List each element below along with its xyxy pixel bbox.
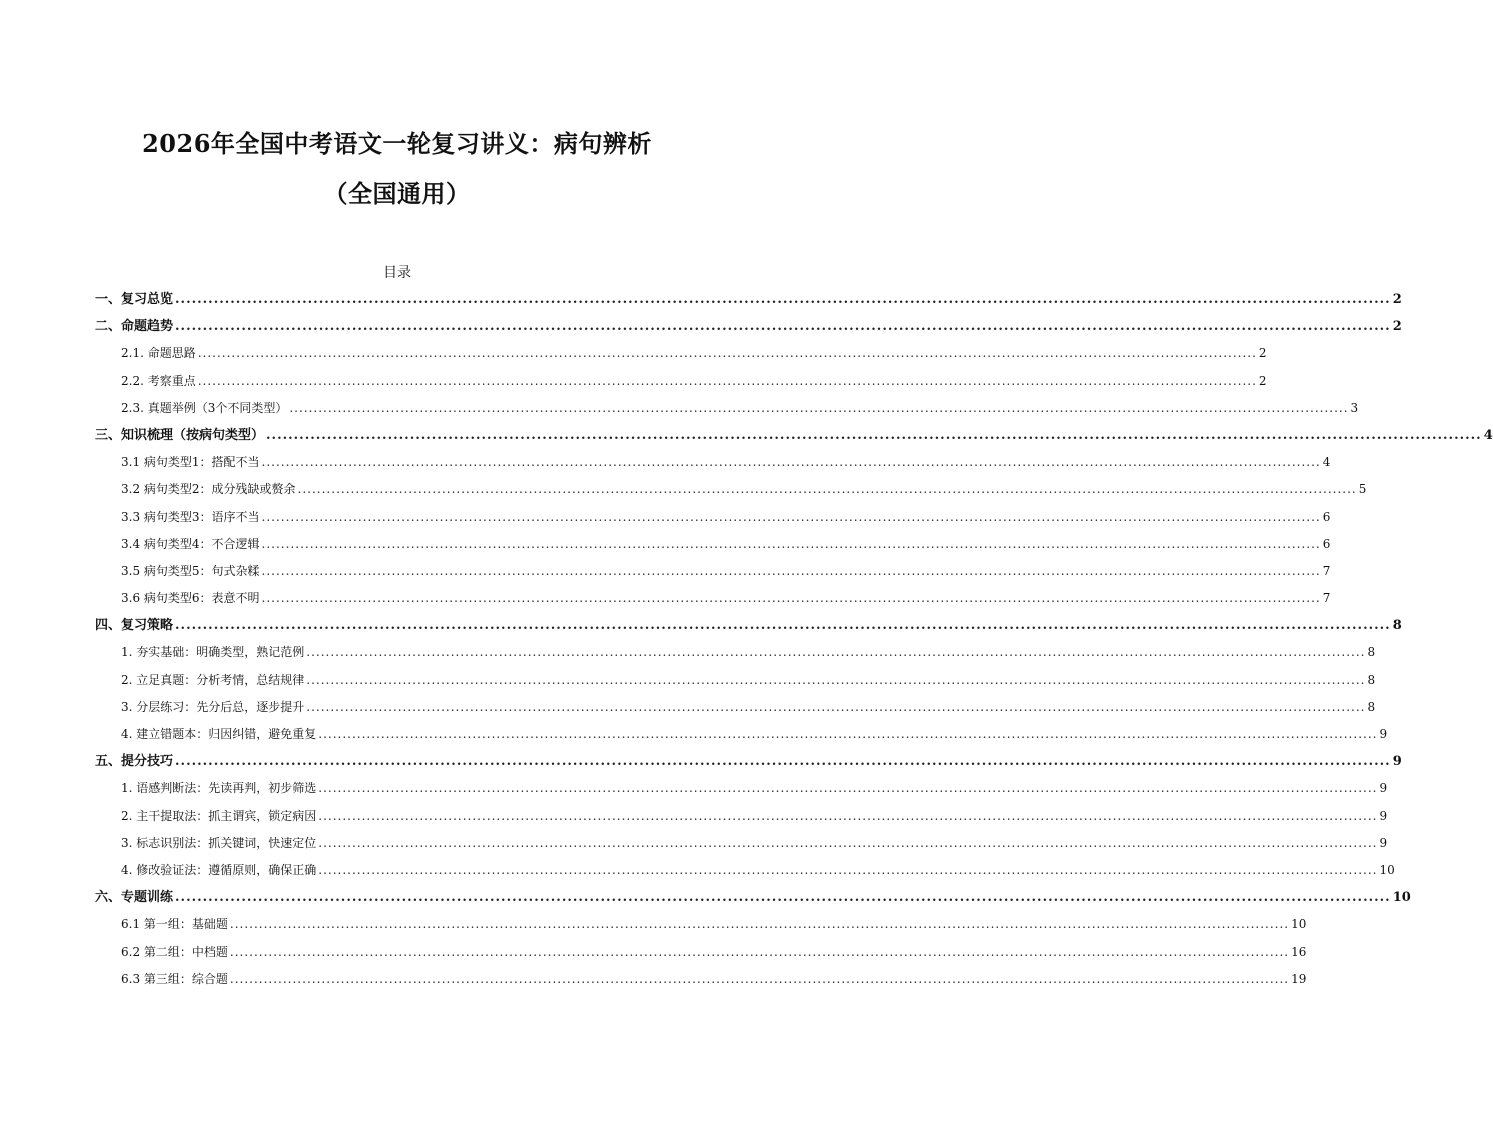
toc-entry-label: 2.2. 考察重点 — [121, 373, 196, 388]
toc-subentry[interactable] — [95, 340, 1267, 367]
toc-entry-page: 2 — [1258, 373, 1267, 388]
toc-entry-label: 3. 标志识别法：抓关键词，快速定位 — [121, 835, 317, 850]
toc-entry-label: 一、复习总览 — [95, 292, 174, 307]
toc-subentry[interactable] — [95, 476, 1367, 503]
toc-entry-page: 10 — [1379, 862, 1395, 877]
toc-leader-dots: ............................................................................................................................................................................................................................ — [175, 754, 1391, 770]
toc-leader-dots: ............................................................................................................................................................................................................................ — [266, 427, 1482, 443]
toc-heading: 目录 — [383, 265, 411, 281]
toc-leader-dots: ............................................................................................................................................................................................................................ — [306, 699, 1366, 714]
document-subtitle: （全国通用） — [323, 179, 471, 208]
toc-entry-page: 9 — [1379, 808, 1388, 823]
toc-leader-dots: ............................................................................................................................................................................................................................ — [318, 835, 1378, 850]
toc-entry-page: 2 — [1392, 319, 1402, 335]
toc-subentry[interactable] — [95, 966, 1307, 993]
toc-entry-page: 7 — [1322, 563, 1331, 578]
toc-entry-page: 8 — [1367, 699, 1376, 714]
toc-entry-page: 8 — [1367, 645, 1376, 660]
toc-leader-dots: ............................................................................................................................................................................................................................ — [229, 917, 1290, 932]
toc-entry-label: 3.2 病句类型2：成分残缺或赘余 — [121, 482, 296, 497]
toc-subentry[interactable] — [95, 531, 1331, 558]
toc-leader-dots: ............................................................................................................................................................................................................................ — [229, 971, 1290, 986]
toc-leader-dots: ............................................................................................................................................................................................................................ — [175, 618, 1391, 634]
toc-entry-page: 8 — [1392, 618, 1402, 634]
toc-entry-label: 二、命题趋势 — [95, 319, 174, 335]
toc-leader-dots: ............................................................................................................................................................................................................................ — [261, 455, 1321, 470]
toc-leader-dots: ............................................................................................................................................................................................................................ — [289, 400, 1349, 415]
toc-leader-dots: ............................................................................................................................................................................................................................ — [318, 862, 1378, 877]
toc-subentry[interactable] — [95, 857, 1395, 884]
toc-leader-dots: ............................................................................................................................................................................................................................ — [318, 781, 1378, 796]
toc-leader-dots: ............................................................................................................................................................................................................................ — [261, 509, 1321, 524]
toc-subentry[interactable] — [95, 803, 1388, 830]
toc-entry-label: 3.4 病句类型4：不合逻辑 — [121, 536, 260, 551]
toc-subentry[interactable] — [95, 395, 1359, 422]
toc-subentry[interactable] — [95, 667, 1376, 694]
toc-entry-label: 3.3 病句类型3：语序不当 — [121, 509, 260, 524]
toc-entry[interactable] — [95, 612, 1402, 639]
toc-leader-dots: ............................................................................................................................................................................................................................ — [197, 373, 1257, 388]
toc-leader-dots: ............................................................................................................................................................................................................................ — [297, 482, 1357, 497]
toc-entry-label: 1. 语感判断法：先读再判，初步筛选 — [121, 781, 317, 796]
toc-entry-page: 9 — [1379, 835, 1388, 850]
toc-entry-label: 四、复习策略 — [95, 618, 174, 634]
toc-leader-dots: ............................................................................................................................................................................................................................ — [175, 890, 1391, 906]
toc-subentry[interactable] — [95, 368, 1267, 395]
toc-entry-page: 2 — [1258, 346, 1267, 361]
toc-entry-label: 2.1. 命题思路 — [121, 346, 196, 361]
toc-subentry[interactable] — [95, 504, 1331, 531]
toc-entry-page: 6 — [1322, 509, 1331, 524]
toc-leader-dots: ............................................................................................................................................................................................................................ — [197, 346, 1257, 361]
toc-entry-page: 19 — [1291, 971, 1307, 986]
toc-entry[interactable] — [95, 313, 1402, 340]
toc-entry-page: 10 — [1291, 917, 1307, 932]
toc-entry-page: 9 — [1379, 781, 1388, 796]
toc-entry-label: 4. 修改验证法：遵循原则，确保正确 — [121, 862, 317, 877]
toc-entry[interactable] — [95, 286, 1402, 313]
toc-entry-label: 6.2 第二组：中档题 — [121, 944, 228, 959]
document-title: 2026年全国中考语文一轮复习讲义：病句辨析 — [142, 129, 652, 158]
toc-entry-label: 五、提分技巧 — [95, 754, 174, 770]
toc-entry[interactable] — [95, 422, 1493, 449]
toc-leader-dots: ............................................................................................................................................................................................................................ — [261, 591, 1321, 606]
toc-subentry[interactable] — [95, 694, 1376, 721]
toc-leader-dots: ............................................................................................................................................................................................................................ — [306, 672, 1366, 687]
toc-entry-page: 10 — [1392, 890, 1411, 906]
toc-entry-page: 3 — [1350, 400, 1359, 415]
toc-entry-page: 6 — [1322, 536, 1331, 551]
toc-entry-page: 9 — [1392, 754, 1402, 770]
toc-entry-page: 16 — [1291, 944, 1307, 959]
toc-entry-page: 9 — [1379, 727, 1388, 741]
toc-subentry[interactable] — [95, 775, 1388, 802]
toc-entry-label: 6.3 第三组：综合题 — [121, 971, 228, 986]
toc-entry-label: 4. 建立错题本：归因纠错，避免重复 — [121, 727, 317, 741]
toc-entry-label: 2. 立足真题：分析考情，总结规律 — [121, 672, 305, 687]
toc-subentry[interactable] — [95, 939, 1307, 966]
toc-entry[interactable] — [95, 748, 1402, 775]
table-of-contents — [95, 286, 1493, 993]
toc-entry[interactable] — [95, 884, 1411, 911]
toc-entry-label: 3.6 病句类型6：表意不明 — [121, 591, 260, 606]
toc-leader-dots: ............................................................................................................................................................................................................................ — [175, 292, 1391, 307]
toc-entry-label: 三、知识梳理（按病句类型） — [95, 427, 265, 443]
toc-leader-dots: ............................................................................................................................................................................................................................ — [261, 536, 1321, 551]
toc-entry-label: 3.5 病句类型5：句式杂糅 — [121, 563, 260, 578]
toc-entry-label: 1. 夯实基础：明确类型，熟记范例 — [121, 645, 305, 660]
toc-leader-dots: ............................................................................................................................................................................................................................ — [318, 727, 1378, 741]
toc-subentry[interactable] — [95, 585, 1331, 612]
toc-entry-label: 六、专题训练 — [95, 890, 174, 906]
toc-leader-dots: ............................................................................................................................................................................................................................ — [229, 944, 1290, 959]
toc-leader-dots: ............................................................................................................................................................................................................................ — [261, 563, 1321, 578]
toc-entry-page: 2 — [1392, 292, 1402, 307]
toc-subentry[interactable] — [95, 911, 1307, 938]
toc-subentry[interactable] — [95, 558, 1331, 585]
toc-subentry[interactable] — [95, 830, 1388, 857]
toc-entry-label: 2.3. 真题举例（3个不同类型） — [121, 400, 288, 415]
toc-entry-label: 3. 分层练习：先分后总，逐步提升 — [121, 699, 305, 714]
toc-entry-page: 8 — [1367, 672, 1376, 687]
toc-entry-page: 7 — [1322, 591, 1331, 606]
toc-leader-dots: ............................................................................................................................................................................................................................ — [318, 808, 1378, 823]
toc-entry-page: 4 — [1483, 427, 1493, 443]
toc-subentry[interactable] — [95, 449, 1331, 476]
toc-entry-page: 5 — [1358, 482, 1367, 497]
toc-entry-label: 3.1 病句类型1：搭配不当 — [121, 455, 260, 470]
toc-entry-page: 4 — [1322, 455, 1331, 470]
toc-subentry[interactable] — [95, 721, 1388, 748]
toc-entry-label: 2. 主干提取法：抓主谓宾，锁定病因 — [121, 808, 317, 823]
toc-leader-dots: ............................................................................................................................................................................................................................ — [306, 645, 1366, 660]
toc-subentry[interactable] — [95, 639, 1376, 666]
toc-entry-label: 6.1 第一组：基础题 — [121, 917, 228, 932]
toc-leader-dots: ............................................................................................................................................................................................................................ — [175, 319, 1391, 335]
